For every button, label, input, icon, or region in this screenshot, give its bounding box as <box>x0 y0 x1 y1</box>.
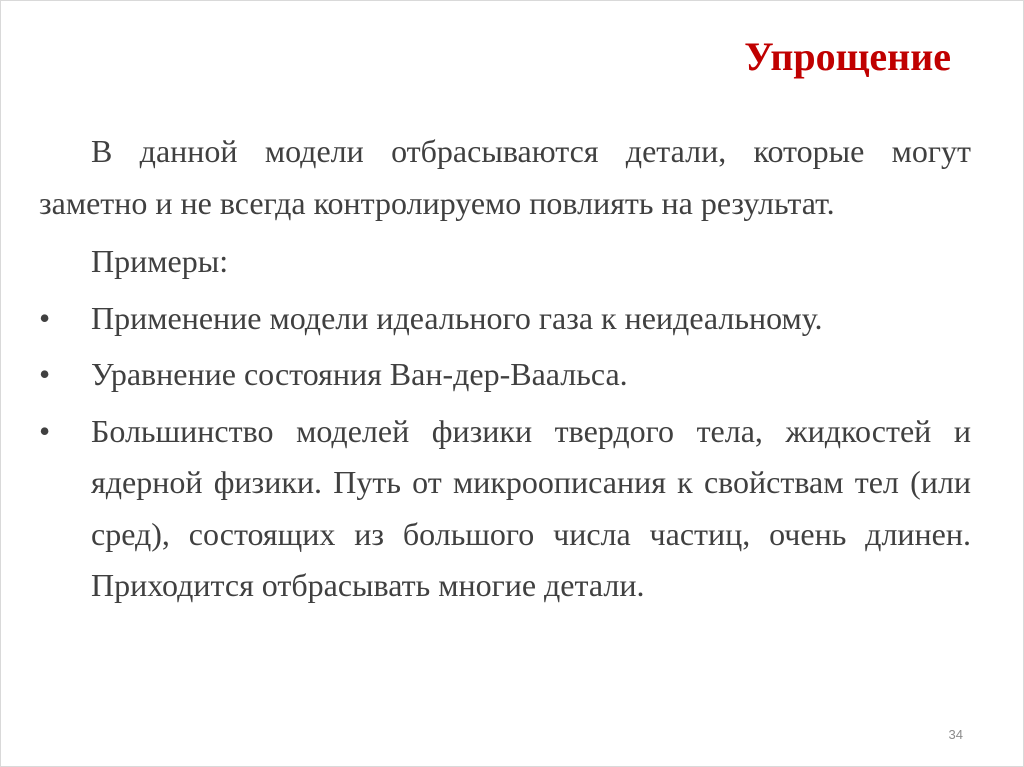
intro-paragraph: В данной модели отбрасываются детали, которые могут заметно и не всегда контролируемо повлиять на результат. <box>39 133 971 221</box>
bullet-item <box>39 349 971 401</box>
slide-title: Упрощение <box>744 34 951 79</box>
slide-content <box>39 126 971 612</box>
bullet-icon: • <box>39 412 51 449</box>
bullet-icon: • <box>39 356 51 392</box>
bullet-text: Применение модели идеального газа к неидеальному. <box>91 299 823 336</box>
bullet-item <box>39 293 971 345</box>
bullet-text: Уравнение состояния Ван-дер-Ваальса. <box>91 356 628 392</box>
page-number: 34 <box>948 727 963 742</box>
examples-label: Примеры: <box>91 243 229 279</box>
bullet-icon: • <box>39 299 51 336</box>
bullet-item <box>39 406 971 612</box>
bullet-text: Большинство моделей физики твердого тела, жидкостей и ядерной физики. Путь от микроописания к свойствам тел (или сред), состоящих из большого числа частиц, очень длинен. Приходится отбрасывать многие детали. <box>91 412 971 603</box>
